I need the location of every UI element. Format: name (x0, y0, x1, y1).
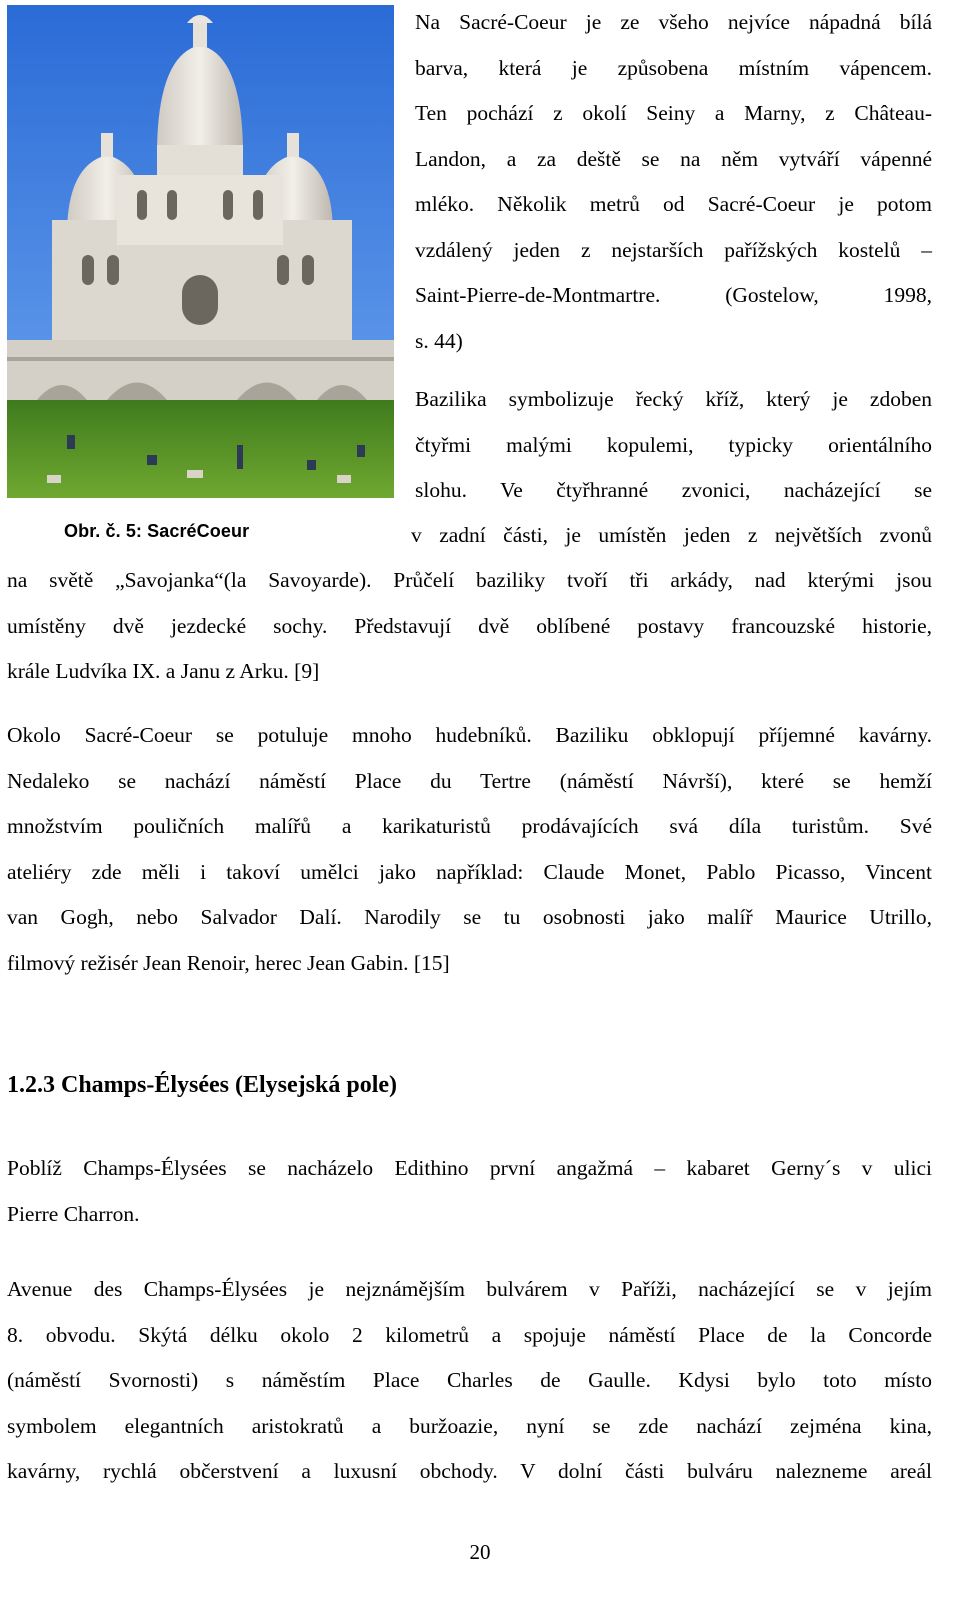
page-number: 20 (469, 1540, 491, 1564)
paragraph-sacre-coeur-color (415, 0, 932, 364)
text-line: v zadní části, je umístěn jeden z největších zvonů (411, 523, 932, 547)
text-line: Saint-Pierre-de-Montmartre. (Gostelow, 1998, (415, 283, 932, 307)
paragraph-basilica-cross-line (411, 513, 932, 559)
paragraph-edith-engagement (7, 1146, 932, 1237)
sacre-coeur-photo (7, 5, 394, 498)
text-line: Pierre Charron. (7, 1201, 140, 1226)
text-line: umístěny dvě jezdecké sochy. Představují dvě oblíbené postavy francouzské historie, (7, 613, 932, 638)
text-line: 8. obvodu. Skýtá délku okolo 2 kilometrů a spojuje náměstí Place de la Concorde (7, 1322, 932, 1347)
text-line: vzdálený jeden z nejstarších pařížských kostelů – (415, 237, 932, 262)
text-line: Na Sacré-Coeur je ze všeho nejvíce nápadná bílá (415, 10, 932, 34)
text-line: Bazilika symbolizuje řecký kříž, který je zdoben (415, 387, 932, 411)
text-line: van Gogh, nebo Salvador Dalí. Narodily se tu osobnosti jako malíř Maurice Utrillo, (7, 905, 932, 929)
text-line: slohu. Ve čtyřhranné zvonici, nacházející se (415, 478, 932, 502)
text-line: (náměstí Svornosti) s náměstím Place Charles de Gaulle. Kdysi bylo toto místo (7, 1368, 932, 1392)
text-line: Nedaleko se nachází náměstí Place du Tertre (náměstí Návrší), které se hemží (7, 768, 932, 793)
text-line: barva, která je způsobena místním vápencem. (415, 55, 932, 80)
paragraph-basilica-cross-continued (7, 558, 932, 695)
text-line: na světě „Savojanka“(la Savoyarde). Průčelí baziliky tvoří tři arkády, nad kterými jsou (7, 568, 932, 592)
text-line: mléko. Několik metrů od Sacré-Coeur je potom (415, 192, 932, 216)
text-line: Ten pochází z okolí Seiny a Marny, z Château- (415, 101, 932, 125)
section-heading: 1.2.3 Champs-Élysées (Elysejská pole) (7, 1072, 398, 1098)
text-line: Avenue des Champs-Élysées je nejznámějším bulvárem v Paříži, nacházející se v jejím (7, 1277, 932, 1301)
text-line: Poblíž Champs-Élysées se nacházelo Edithino první angažmá – kabaret Gerny´s v ulici (7, 1156, 932, 1180)
text-line: Landon, a za deště se na něm vytváří vápenné (415, 146, 932, 171)
text-line: čtyřmi malými kopulemi, typicky orientálního (415, 432, 932, 457)
text-line: krále Ludvíka IX. a Janu z Arku. [9] (7, 659, 320, 683)
text-line: symbolem elegantních aristokratů a buržoazie, nyní se zde nachází zejména kina, (7, 1413, 932, 1438)
text-line: ateliéry zde měli i takoví umělci jako například: Claude Monet, Pablo Picasso, Vincent (7, 859, 932, 884)
text-line: množstvím pouličních malířů a karikaturistů prodávajících svá díla turistům. Své (7, 814, 932, 838)
paragraph-musicians-artists (7, 713, 932, 986)
text-line: s. 44) (415, 328, 463, 353)
text-line: Okolo Sacré-Coeur se potuluje mnoho hudebníků. Baziliku obklopují příjemné kavárny. (7, 723, 932, 747)
text-line: filmový režisér Jean Renoir, herec Jean Gabin. [15] (7, 950, 450, 975)
figure-caption: Obr. č. 5: SacréCoeur (64, 521, 250, 541)
paragraph-basilica-cross (415, 377, 932, 514)
paragraph-avenue-champs-elysees (7, 1267, 932, 1495)
text-line: kavárny, rychlá občerstvení a luxusní obchody. V dolní části bulváru nalezneme areál (7, 1459, 932, 1483)
